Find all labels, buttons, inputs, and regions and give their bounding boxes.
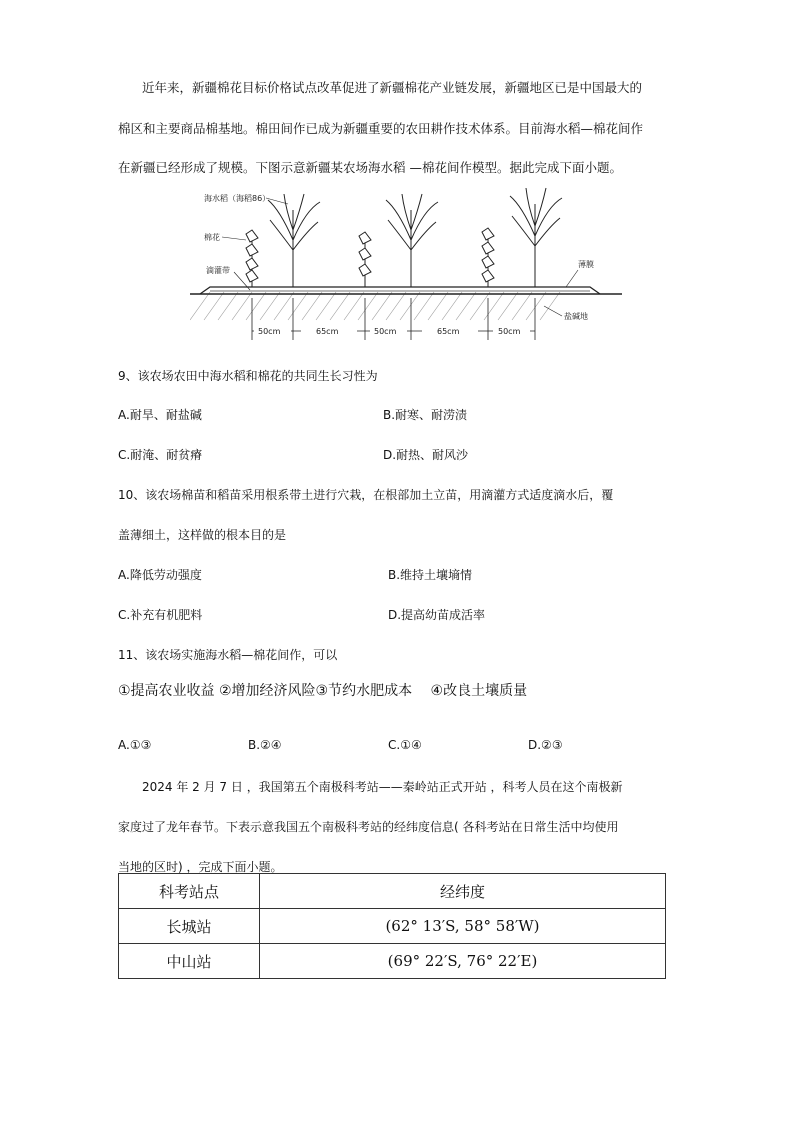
q10-option-b: B.维持土壤墒情 (388, 568, 473, 582)
label-film: 薄膜 (578, 260, 594, 269)
label-drip-tape: 滴灌带 (206, 266, 230, 275)
cotton-plant (246, 230, 258, 287)
q11-stem: 11、该农场实施海水稻—棉花间作，可以 (118, 648, 338, 662)
q10-stem-line-2: 盖薄细土，这样做的根本目的是 (118, 528, 287, 542)
table-header-station: 科考站点 (119, 874, 260, 909)
rice-plant (386, 194, 438, 287)
cotton-plant (482, 228, 494, 287)
station-name: 中山站 (119, 944, 260, 979)
q9-option-d: D.耐热、耐风沙 (383, 448, 469, 462)
intro2-line-2: 家度过了龙年春节。下表示意我国五个南极科考站的经纬度信息( 各科考站在日常生活中均使用 (118, 820, 619, 834)
stations-table (118, 873, 666, 979)
q9-stem: 9、该农场农田中海水稻和棉花的共同生长习性为 (118, 369, 378, 383)
intro2-line-3: 当地的区时) ，完成下面小题。 (118, 860, 283, 874)
rice-plant (268, 194, 320, 287)
intro-line-1: 近年来，新疆棉花目标价格试点改革促进了新疆棉花产业链发展，新疆地区已是中国最大的 (142, 80, 643, 95)
q10-option-c: C.补充有机肥料 (118, 608, 203, 622)
q9-option-a: A.耐旱、耐盐碱 (118, 408, 202, 422)
plastic-film (200, 287, 600, 294)
label-cotton: 棉花 (204, 233, 220, 242)
intro-line-2: 棉区和主要商品棉基地。棉田间作已成为新疆重要的农田耕作技术体系。目前海水稻—棉花间作 (118, 121, 644, 136)
dim-label: 65cm (437, 327, 460, 336)
q11-option-d: D.②③ (528, 738, 563, 752)
dim-label: 50cm (498, 327, 521, 336)
q11-option-b: B.②④ (248, 738, 282, 752)
dim-label: 50cm (374, 327, 397, 336)
q11-statements: ①提高农业收益 ②增加经济风险③节约水肥成本 ④改良土壤质量 (118, 683, 528, 699)
station-name: 长城站 (119, 909, 260, 944)
label-rice: 海水稻（海稻86） (204, 194, 271, 203)
dim-label: 65cm (316, 327, 339, 336)
rice-plant (510, 188, 562, 287)
q10-option-d: D.提高幼苗成活率 (388, 608, 486, 622)
q9-option-c: C.耐淹、耐贫瘠 (118, 448, 203, 462)
dim-label: 50cm (258, 327, 281, 336)
station-coordinates: (69° 22′S, 76° 22′E) (260, 944, 666, 979)
table-row (119, 909, 666, 944)
intercropping-diagram (190, 180, 630, 340)
q9-option-b: B.耐寒、耐涝渍 (383, 408, 468, 422)
table-header-coordinates: 经纬度 (260, 874, 666, 909)
q10-option-a: A.降低劳动强度 (118, 568, 202, 582)
cotton-plant (359, 232, 371, 287)
q10-stem-line-1: 10、该农场棉苗和稻苗采用根系带土进行穴栽，在根部加土立苗，用滴灌方式适度滴水后，覆 (118, 488, 614, 502)
intro2-line-1: 2024 年 2 月 7 日 ，我国第五个南极科考站——秦岭站正式开站 ，科考人员在这个南极新 (142, 780, 623, 794)
station-coordinates: (62° 13′S, 58° 58′W) (260, 909, 666, 944)
table-row (119, 944, 666, 979)
label-saline-land: 盐碱地 (564, 312, 588, 321)
q11-option-c: C.①④ (388, 738, 422, 752)
table-header-row (119, 874, 666, 909)
intro-line-3: 在新疆已经形成了规模。下图示意新疆某农场海水稻 —棉花间作模型。据此完成下面小题。 (118, 160, 622, 175)
q11-option-a: A.①③ (118, 738, 152, 752)
saline-soil-hatching (190, 292, 560, 320)
